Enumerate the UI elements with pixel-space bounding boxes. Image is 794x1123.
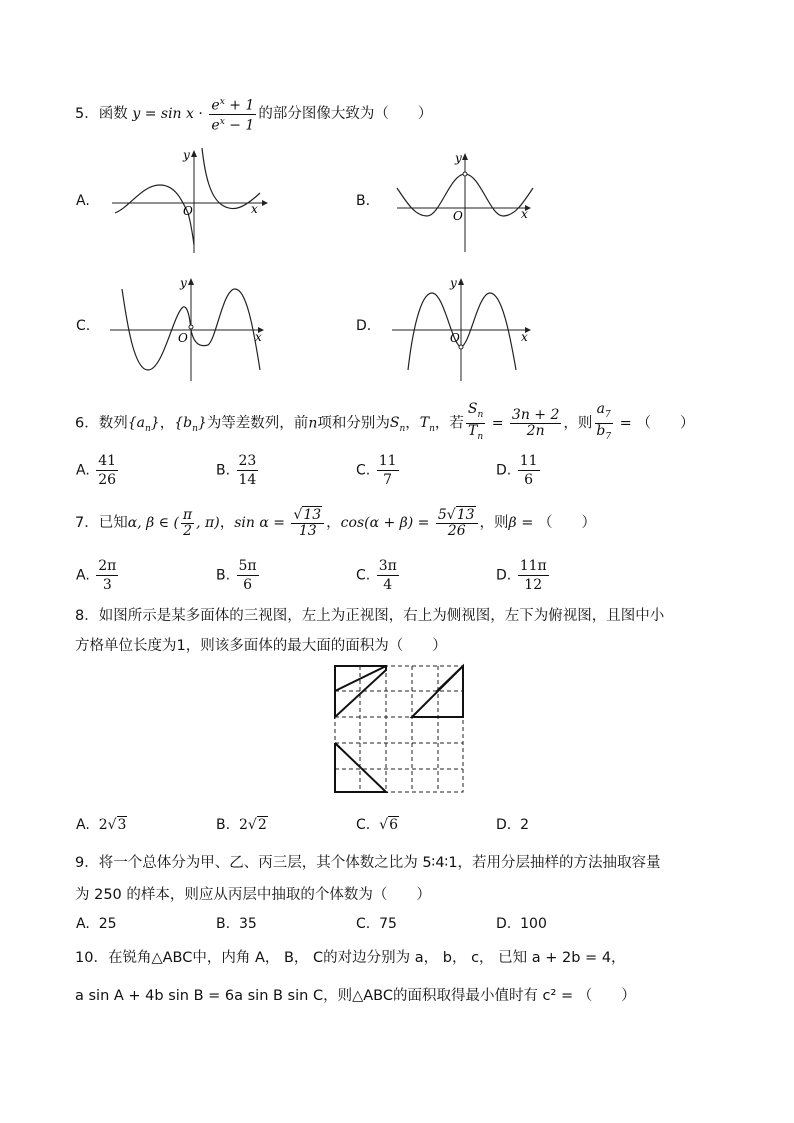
q9-option-c: C. 75 [356, 916, 397, 932]
q6-option-c: C. $\frac{11}{7}$ [356, 453, 397, 488]
q7-option-b: B. $\frac{5\pi}{6}$ [216, 558, 257, 593]
q5-function-lhs: y = sin x · [132, 106, 203, 123]
svg-text:O: O [183, 204, 193, 218]
q9-option-d: D. 100 [496, 916, 547, 932]
q5-function-fraction: $\frac{e^x + 1}{e^x - 1}$ [211, 97, 255, 134]
svg-text:y: y [450, 276, 457, 290]
svg-text:y: y [183, 148, 190, 162]
q5-option-b-label: B. [356, 193, 371, 209]
q8-option-d: D. 2 [496, 817, 530, 833]
svg-text:O: O [450, 331, 460, 345]
q5-option-c-graph [108, 275, 273, 385]
q6-option-b: B. $\frac{23}{14}$ [216, 453, 257, 488]
q7-sin-fraction: $\frac{√13}{13}$ [291, 508, 324, 539]
q6-rhs-fraction: $\frac{3n + 2}{2n}$ [511, 406, 560, 439]
q9-stem-line1: 9．将一个总体分为甲、乙、丙三层，其个体数之比为 5∶4∶1，若用分层抽样的方法抽取容量 [75, 855, 661, 871]
svg-text:x: x [255, 330, 262, 344]
svg-text:x: x [521, 330, 528, 344]
q8-option-c: C. √6 [356, 817, 398, 833]
q5-option-a-label: A. [76, 193, 90, 209]
q5-option-d-label: D. [356, 318, 372, 334]
q8-option-a: A. 2√3 [76, 817, 127, 833]
q8-option-b: B. 2√2 [216, 817, 267, 833]
q5-stem [75, 95, 432, 133]
q5-option-d-graph [390, 275, 545, 385]
q6-number: 6． [75, 415, 99, 432]
q5-stem-start: 函数 [98, 106, 128, 123]
q7-cos-fraction: $\frac{5√13}{26}$ [436, 508, 478, 539]
q6-stem: 6．数列$\{a_n\}$，$\{b_n\}$为等差数列，前n项和分别为$S_n$，$T_n$，若 $\frac{S_n}{T_n}$ = $\frac{3n + 2}{2n}$ ，则 $\frac{a_7}{b_7}$ = （ ） [75, 402, 694, 446]
svg-text:y: y [455, 151, 462, 165]
q7-stem: 7．已知α, β ∈ ( $\frac{\pi}{2}$ , π)，sin α = $\frac{√13}{13}$ ，cos(α + β) = $\frac{5√13}{26}$ ，则β = （ ） [75, 506, 596, 539]
q6-option-a: A. $\frac{41}{26}$ [76, 453, 117, 488]
q10-stem-line2: a sin A + 4b sin B = 6a sin B sin C，则△ABC的面积取得最小值时有 c² = （ ） [75, 988, 636, 1004]
svg-text:y: y [180, 276, 187, 290]
q5-stem-end: 的部分图像大致为（ ） [258, 106, 433, 123]
q5-option-c-label: C. [76, 318, 91, 334]
q6-option-d: D. $\frac{11}{6}$ [496, 453, 538, 488]
q9-option-b: B. 35 [216, 916, 257, 932]
q8-stem-line1: 8．如图所示是某多面体的三视图，左上为正视图，右上为侧视图，左下为俯视图，且图中小 [75, 608, 665, 624]
svg-text:O: O [178, 331, 188, 345]
q7-option-a: A. $\frac{2\pi}{3}$ [76, 558, 117, 593]
q5-number: 5． [75, 106, 99, 123]
q7-number: 7． [75, 515, 99, 531]
q9-option-a: A. 25 [76, 916, 117, 932]
q5-option-a-graph [110, 145, 275, 255]
svg-text:x: x [251, 202, 258, 216]
q7-option-d: D. $\frac{11\pi}{12}$ [496, 558, 547, 593]
q10-stem-line1: 10．在锐角△ABC中，内角 A， B， C的对边分别为 a， b， c， 已知 a + 2b = 4， [75, 950, 626, 966]
svg-text:x: x [521, 207, 528, 221]
q5-option-b-graph [395, 148, 545, 256]
q7-option-c: C. $\frac{3\pi}{4}$ [356, 558, 397, 593]
q9-stem-line2: 为 250 的样本，则应从丙层中抽取的个体数为（ ） [75, 887, 431, 903]
svg-text:O: O [453, 209, 463, 223]
q6-ratio-fraction: $\frac{S_n}{T_n}$ [467, 401, 484, 442]
q8-three-view-diagram [335, 666, 465, 794]
q8-stem-line2: 方格单位长度为1，则该多面体的最大面的面积为（ ） [75, 638, 447, 654]
q6-question-fraction: $\frac{a_7}{b_7}$ [596, 401, 612, 442]
